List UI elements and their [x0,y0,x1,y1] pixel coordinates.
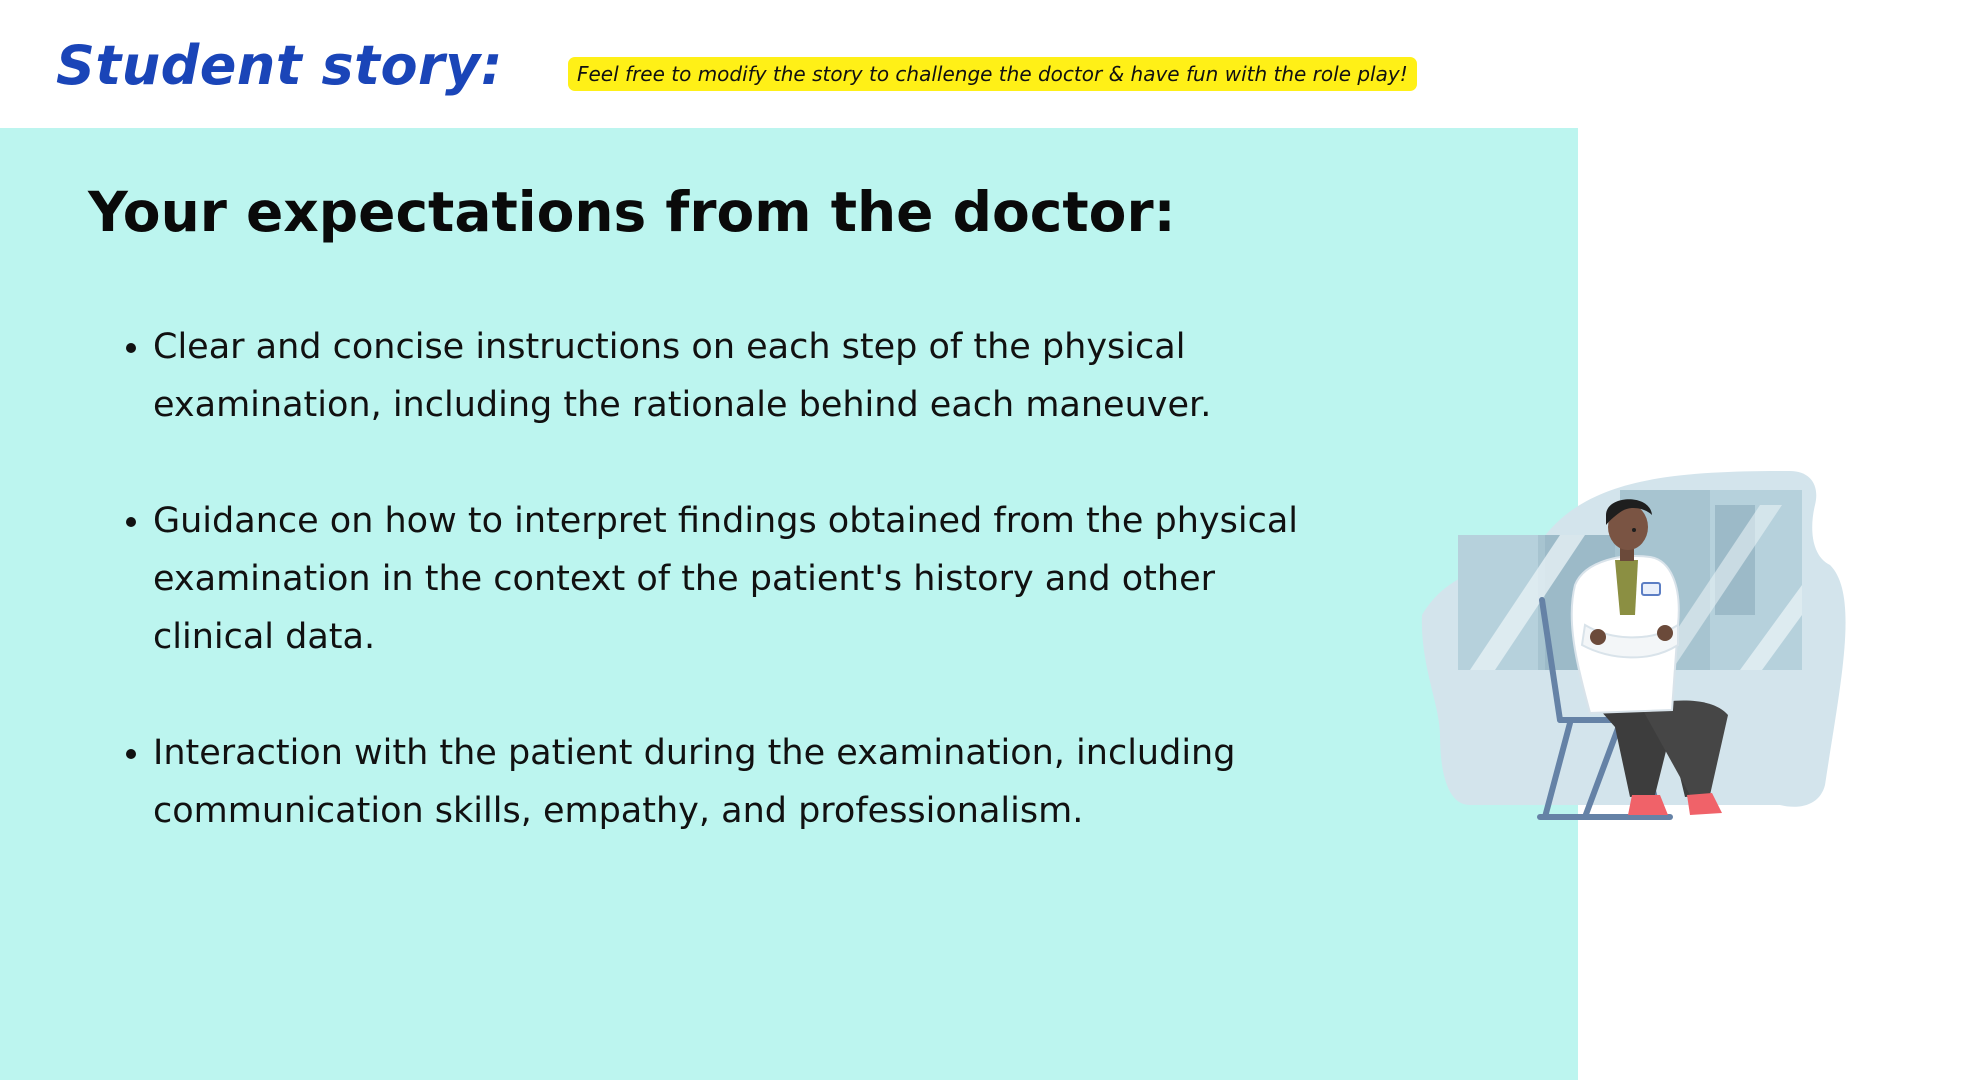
doctor-sitting-on-chair-illustration [1410,465,1850,830]
expectations-panel [0,128,1578,1080]
expectations-heading: Your expectations from the doctor: [88,180,1176,244]
expectations-list [120,318,1313,898]
expectation-item-instructions: • Clear and concise instructions on each step of the physical examination, including the rationale behind each maneuver. [153,318,1313,434]
expectation-item-interaction: • Interaction with the patient during the examination, including communication skills, empathy, and professionalism. [153,724,1313,840]
expectation-item-interpretation: • Guidance on how to interpret findings obtained from the physical examination in the context of the patient's history and other clinical data. [153,492,1313,666]
slide-title: Student story: [56,34,503,97]
tip-badge: Feel free to modify the story to challenge the doctor & have fun with the role play! [568,57,1417,91]
